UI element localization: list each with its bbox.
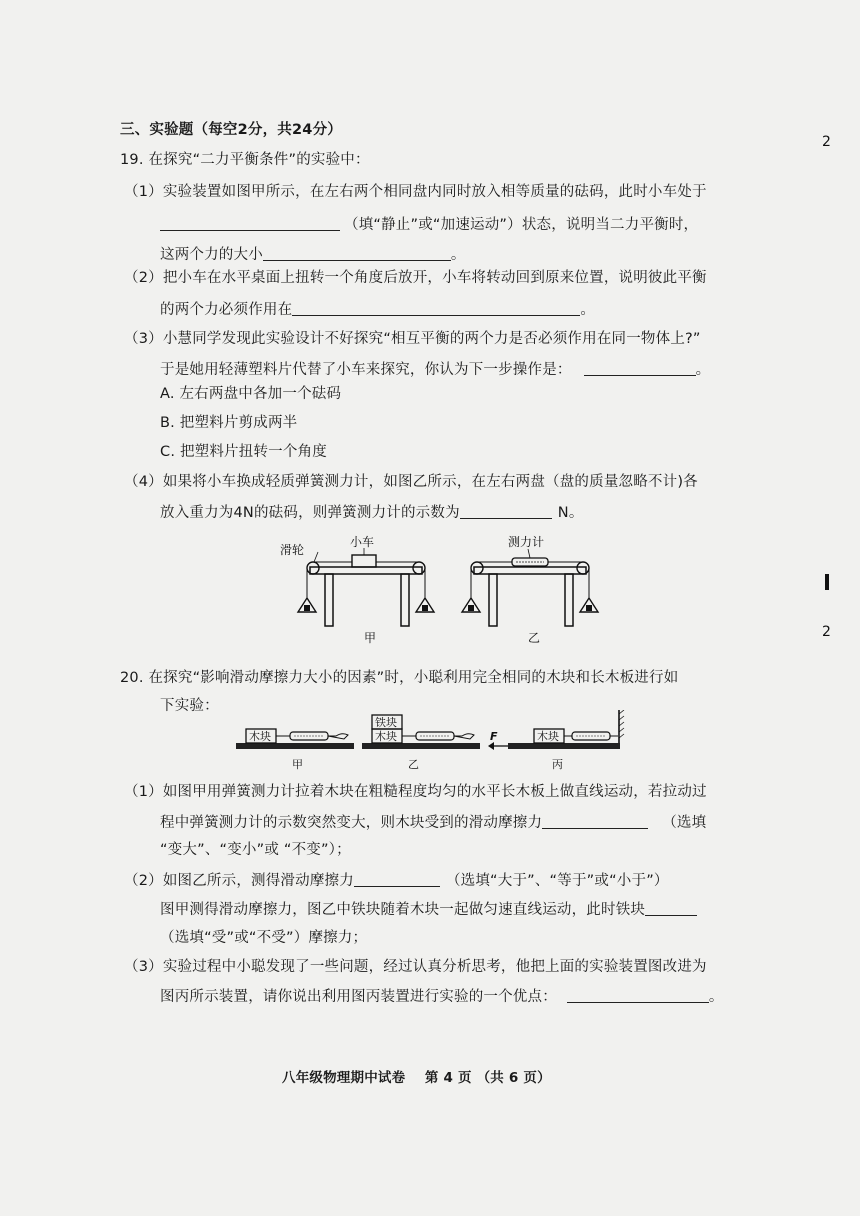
edge-mark-top: 2	[822, 134, 831, 150]
pulley-icon	[577, 562, 589, 574]
q19-p2-line2: 的两个力必须作用在 。	[160, 299, 595, 320]
edge-mark-bottom: 2	[822, 624, 831, 640]
label-meter: 测力计	[508, 535, 545, 549]
q19-p1-line3: 这两个力的大小 。	[160, 244, 466, 265]
q20-p1-line1: （1）如图甲用弹簧测力计拉着木块在粗糙程度均匀的水平长木板上做直线运动，若拉动过	[124, 784, 707, 800]
q19-p3-line2: 于是她用轻薄塑料片代替了小车来探究，你认为下一步操作是： 。	[160, 359, 710, 380]
q19-p4-line2: 放入重力为4N的砝码，则弹簧测力计的示数为 N。	[160, 502, 584, 523]
label-cart: 小车	[350, 535, 375, 549]
label-block-bing: 木块	[537, 730, 559, 743]
q19-p1-line1: （1）实验装置如图甲所示，在左右两个相同盘内同时放入相等质量的砝码，此时小车处于	[124, 184, 707, 200]
figure-yi-apparatus	[462, 549, 598, 626]
q20-answer-blank-4[interactable]	[567, 986, 709, 1003]
q20-answer-blank-2[interactable]	[354, 870, 440, 887]
q20-p1-line2: 程中弹簧测力计的示数突然变大，则木块受到的滑动摩擦力 （选填	[160, 812, 706, 833]
q19-answer-blank-1[interactable]	[160, 214, 340, 231]
hand-icon	[454, 734, 474, 739]
section-title: 三、实验题（每空2分，共24分）	[120, 122, 342, 138]
q19-p2-line1: （2）把小车在水平桌面上扭转一个角度后放开，小车将转动回到原来位置，说明彼此平衡	[124, 270, 707, 286]
edge-mark-bar	[825, 574, 829, 590]
q20-p3-line2: 图丙所示装置，请你说出利用图丙装置进行实验的一个优点： 。	[160, 986, 724, 1007]
figure-jia-apparatus	[298, 548, 434, 626]
q19-option-b: B. 把塑料片剪成两半	[160, 415, 298, 431]
q20-p2-line3: （选填“受”或“不受”）摩擦力；	[160, 930, 368, 946]
label-20-jia: 甲	[292, 758, 303, 771]
q19-figure	[280, 532, 620, 650]
pulley-icon	[471, 562, 483, 574]
label-force: F	[490, 730, 498, 743]
label-pulley: 滑轮	[280, 543, 305, 557]
q19-p3-line1: （3）小慧同学发现此实验设计不好探究“相互平衡的两个力是否必须作用在同一物体上?”	[124, 331, 701, 347]
cart-icon	[352, 555, 376, 567]
label-iron: 铁块	[375, 716, 397, 729]
q19-answer-blank-4[interactable]	[584, 359, 696, 376]
label-block-yi: 木块	[375, 730, 397, 743]
q19-p4-line1: （4）如果将小车换成轻质弹簧测力计，如图乙所示，在左右两盘（盘的质量忽略不计)各	[124, 474, 698, 490]
q20-p2-line1: （2）如图乙所示，测得滑动摩擦力 （选填“大于”、“等于”或“小于”）	[124, 870, 669, 891]
q19-option-c: C. 把塑料片扭转一个角度	[160, 444, 327, 460]
q19-answer-blank-5[interactable]	[460, 502, 552, 519]
hand-icon	[328, 734, 348, 739]
q20-p1-line3: “变大”、“变小”或 “不变”）；	[160, 842, 351, 858]
q19-answer-blank-2[interactable]	[263, 244, 451, 261]
label-block-jia: 木块	[249, 730, 271, 743]
q20-stem-line1: 20. 在探究“影响滑动摩擦力大小的因素”时，小聪利用完全相同的木块和长木板进行如	[120, 670, 679, 686]
page-footer: 八年级物理期中试卷 第 4 页 （共 6 页）	[282, 1070, 551, 1086]
label-20-yi: 乙	[408, 758, 419, 771]
q20-answer-blank-3[interactable]	[645, 899, 697, 916]
q19-option-a: A. 左右两盘中各加一个砝码	[160, 386, 342, 402]
q20-p2-line2: 图甲测得滑动摩擦力，图乙中铁块随着木块一起做匀速直线运动，此时铁块	[160, 899, 697, 920]
q19-p1-line2: （填“静止”或“加速运动”）状态，说明当二力平衡时，	[160, 214, 698, 235]
q20-stem-line2: 下实验：	[160, 698, 219, 714]
label-20-bing: 丙	[552, 758, 563, 771]
pulley-icon	[307, 562, 319, 574]
q20-answer-blank-1[interactable]	[542, 812, 648, 829]
label-fig-yi: 乙	[528, 631, 541, 645]
force-arrow-icon	[488, 742, 494, 750]
label-fig-jia: 甲	[364, 631, 377, 645]
q19-answer-blank-3[interactable]	[292, 299, 580, 316]
q20-figure	[232, 710, 632, 772]
q20-p3-line1: （3）实验过程中小聪发现了一些问题，经过认真分析思考，他把上面的实验装置图改进为	[124, 959, 707, 975]
q19-stem: 19. 在探究“二力平衡条件”的实验中：	[120, 152, 370, 168]
pulley-icon	[413, 562, 425, 574]
